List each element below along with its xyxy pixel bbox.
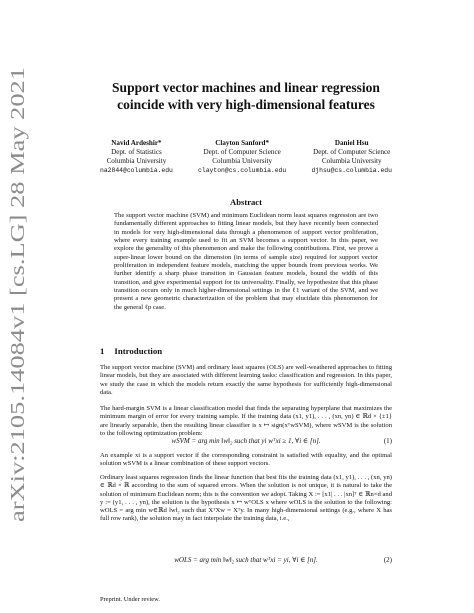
author-3	[311, 139, 392, 175]
author-email[interactable]: clayton@cs.columbia.edu	[198, 167, 287, 174]
author-dept: Dept. of Statistics	[111, 148, 162, 156]
intro-paragraph-1: The support vector machine (SVM) and ordinary least squares (OLS) are well-weathered approaches to fitting linear models, but they are associated with different learning tasks: classification and regression. In this paper, we study the case in which the models return exactly the same hypothesis for sufficiently high-dimensional data.	[100, 364, 392, 396]
arxiv-stamp-svg	[2, 60, 32, 530]
section-number: 1	[100, 346, 105, 356]
intro-paragraph-2b: An example xi is a support vector if the corresponding constraint is satisfied with equality, and the optimal solution wSVM is a linear combination of these support vectors.	[100, 452, 392, 468]
intro-paragraph-2: The hard-margin SVM is a linear classification model that finds the separating hyperplane that maximizes the minimum margin of error for every training sample. If the training data (x1, y1), . . . , (xn, yn) ∈ ℝd × {±1} are linearly separable, then the resulting linear classifier is x ↦ sign(xᵀwSVM), where wSVM is the solution to the following optimization problem:	[100, 405, 392, 437]
author-name: Clayton Sanford*	[215, 139, 270, 147]
equation-1-number: (1)	[383, 437, 392, 445]
author-univ: Columbia University	[106, 157, 167, 165]
equation-2-number: (2)	[383, 556, 392, 564]
author-dept: Dept. of Computer Science	[203, 148, 281, 156]
abstract-text: The support vector machine (SVM) and minimum Euclidean norm least squares regression are two fundamentally different approaches to fitting linear models, but they have recently been connected in models for very high-dimensional data through a phenomenon of support vector proliferation, where every training example used to fit an SVM becomes a support vector. In this paper, we explore the generality of this phenomenon and make the following contributions. First, we prove a super-linear lower bound on the dimension (in terms of sample size) required for support vector proliferation in independent feature models, matching the upper bounds from previous works. We further identify a sharp phase transition in Gaussian feature models, bound the width of this transition, and give experimental support for its universality. Finally, we hypothesize that this phase transition occurs only in much higher-dimensional settings in the ℓ1 variant of the SVM, and we present a new geometric characterization of the problem that may elucidate this phenomenon for the general ℓp case.	[114, 212, 378, 311]
abstract-heading: Abstract	[230, 197, 262, 207]
author-name: Navid Ardeshir*	[111, 139, 162, 147]
author-2	[198, 139, 286, 175]
title-line-2: coincide with very high-dimensional features	[117, 96, 375, 112]
author-univ: Columbia University	[321, 157, 382, 165]
equation-1-formula: wSVM = arg min ‖w‖₂ such that yi wᵀxi ≥ 1, ∀i ∈ [n].	[171, 437, 321, 445]
intro-paragraph-3: Ordinary least squares regression finds the linear function that best fits the training data (x1, y1), . . . , (xn, yn) ∈ ℝd × ℝ according to the sum of squared errors. When the solution is not unique, it is natural to take the solution of minimum Euclidean norm; this is the convention we adopt. Taking X := [x1| . . . |xn]ᵀ ∈ ℝn×d and y := (y1, . . . , yn), the solution is the hypothesis x ↦ wᵀOLS x where wOLS is the solution to the following: wOLS = arg min w∈ℝd ‖w‖₂ such that XᵀXw = Xᵀy. In many high-dimensional settings (e.g., where X has full row rank), the solution may in fact interpolate the training data, i.e.,	[100, 474, 392, 523]
author-block	[100, 139, 392, 175]
paper-title	[100, 80, 392, 113]
author-name: Daniel Hsu	[334, 139, 369, 147]
author-email[interactable]: na2844@columbia.edu	[100, 167, 173, 174]
arxiv-id: arXiv:2105.14084v1 [cs.LG] 28 May 2021	[8, 186, 29, 522]
arxiv-sidebar-stamp	[2, 60, 32, 530]
equation-2-formula: wOLS = arg min ‖w‖₂ such that wᵀxi = yi, ∀i ∈ [n].	[174, 556, 318, 564]
section-title: Introduction	[114, 346, 163, 356]
author-1	[100, 139, 173, 175]
author-email[interactable]: djhsu@cs.columbia.edu	[311, 167, 392, 174]
section-heading	[100, 346, 172, 356]
author-univ: Columbia University	[212, 157, 272, 165]
author-dept: Dept. of Computer Science	[313, 148, 391, 156]
title-line-1: Support vector machines and linear regression	[112, 80, 380, 95]
preprint-footer: Preprint. Under review.	[100, 596, 160, 603]
